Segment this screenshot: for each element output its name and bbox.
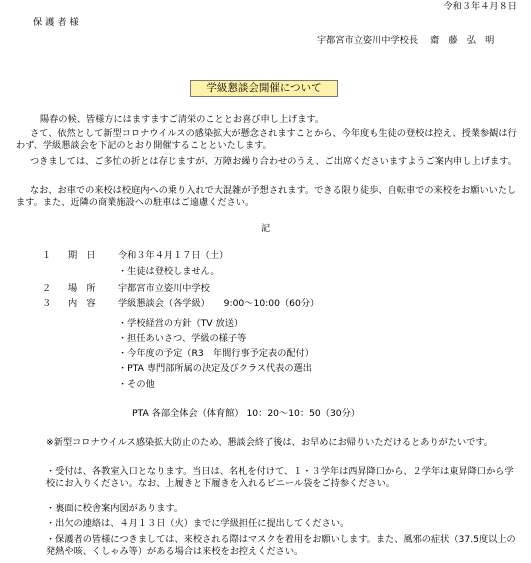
item-1-value: 令和３年４月１７日（土） xyxy=(118,250,229,261)
item-2-number: ２ xyxy=(42,283,52,294)
paragraph-parking: なお、お車での来校は校庭内への乗り入れで大混雑が予想されます。できる限り徒歩、自転車での来校をお願いいたします。また、近隣の商業施設への駐車はご遠慮ください。 xyxy=(16,185,517,208)
item-1-note: ・生徒は登校しません。 xyxy=(118,266,220,277)
paragraph-announcement: さて、依然として新型コロナウイルスの感染拡大が懸念されますことから、今年度も生徒の登校は控え、授業参観は行わず、学級懇談会を下記のとおり開催することといたします。 xyxy=(16,128,517,151)
note-mask: ・保護者の皆様につきましては、来校される際はマスクを着用をお願いします。また、風邪の症状（37.5度以上の発熱や咳、くしゃみ等）がある場合は来校をお控えください。 xyxy=(46,534,516,557)
pta-meeting: PTA 各部全体会（体育館） 10：20～10：50（30分） xyxy=(132,408,361,419)
note-attendance: ・出欠の連絡は、４月１３日（火）までに学級担任に提出してください。 xyxy=(46,518,350,529)
note-reception: ・受付は、各教室入口となります。当日は、名札を付けて、１・３学年は西昇降口から、２学年は東昇降口から学校にお入りください。なお、上履きと下履きを入れるビニール袋をご持参ください。 xyxy=(46,466,514,489)
content-item: ・学校経営の方針（TV 放送） xyxy=(118,318,244,329)
document-title: 学級懇談会開催について xyxy=(190,80,338,97)
ki-heading: 記 xyxy=(261,223,271,234)
content-item: ・今年度の予定（R3 年間行事予定表の配付） xyxy=(118,348,314,359)
sender-name: 齋 藤 弘 明 xyxy=(430,35,495,46)
paragraph-invitation: つきましては、ご多忙の折とは存じますが、万障お繰り合わせのうえ、ご出席くださいますようご案内申し上げます。 xyxy=(30,156,517,167)
recipient: 保 護 者 様 xyxy=(33,17,79,28)
paragraph-greeting: 陽春の候、皆様方にはますますご清栄のこととお喜び申し上げます。 xyxy=(40,114,325,125)
item-2-label: 場 所 xyxy=(68,283,96,294)
item-3-number: ３ xyxy=(42,298,52,309)
content-item: ・担任あいさつ、学級の様子等 xyxy=(118,333,247,344)
item-3-label: 内 容 xyxy=(68,298,96,309)
document-date: 令和３年４月８日 xyxy=(443,1,517,12)
sender-org: 宇都宮市立姿川中学校長 xyxy=(317,35,419,46)
content-item: ・その他 xyxy=(118,379,155,390)
item-2-value: 宇都宮市立姿川中学校 xyxy=(118,283,210,294)
content-item: ・PTA 専門部所属の決定及びクラス代表の選出 xyxy=(118,363,312,374)
item-1-number: １ xyxy=(42,250,52,261)
item-1-label: 期 日 xyxy=(68,250,96,261)
item-3-value: 学級懇談会（各学級） 9:00～10:00（60分） xyxy=(118,298,320,309)
note-map: ・裏面に校舎案内図があります。 xyxy=(46,503,184,514)
note-covid: ※新型コロナウイルス感染拡大防止のため、懇談会終了後は、お早めにお帰りいただけるとありがたいです。 xyxy=(46,437,494,448)
